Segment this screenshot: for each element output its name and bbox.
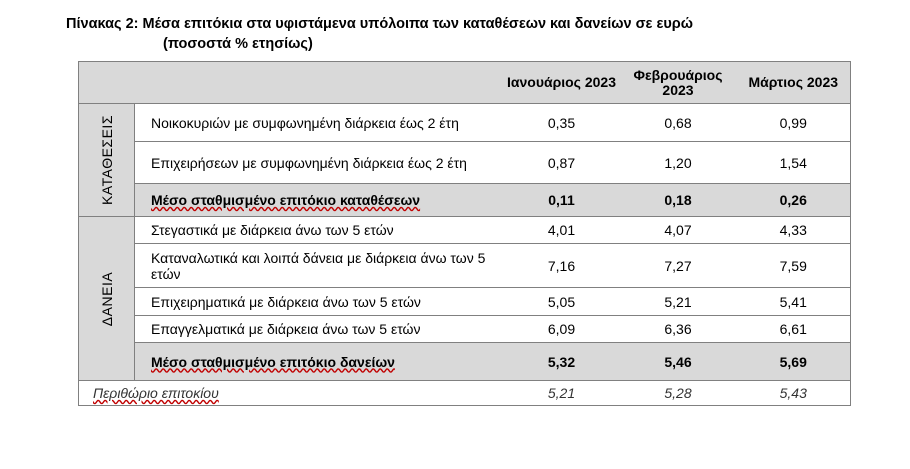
loans-group-cell: [79, 217, 135, 381]
row-label: [135, 343, 504, 381]
loans-average-row: [79, 343, 851, 381]
cell-value: 0,26: [737, 184, 851, 217]
header-february: Φεβρουάριος 2023: [620, 62, 737, 104]
cell-value: 0,68: [620, 104, 737, 142]
cell-value: 5,41: [737, 288, 851, 316]
cell-value: 1,54: [737, 142, 851, 184]
table-row: [79, 217, 851, 244]
row-label: Επιχειρηματικά με διάρκεια άνω των 5 ετών: [135, 288, 504, 316]
cell-value: 5,28: [620, 381, 737, 406]
cell-value: 6,09: [504, 316, 620, 343]
cell-value: 6,61: [737, 316, 851, 343]
loans-group-label: ΔΑΝΕΙΑ: [98, 271, 115, 326]
margin-label: Περιθώριο επιτοκίου: [93, 385, 219, 401]
cell-value: 4,01: [504, 217, 620, 244]
title-line-1: Πίνακας 2: Μέσα επιτόκια στα υφιστάμενα υπόλοιπα των καταθέσεων και δανείων σε ευρώ: [66, 16, 694, 32]
cell-value: 7,59: [737, 244, 851, 288]
header-march: Μάρτιος 2023: [737, 62, 851, 104]
cell-value: 0,99: [737, 104, 851, 142]
cell-value: 0,18: [620, 184, 737, 217]
cell-value: 4,33: [737, 217, 851, 244]
cell-value: 5,05: [504, 288, 620, 316]
cell-value: 0,35: [504, 104, 620, 142]
table-row: [79, 244, 851, 288]
table-row: [79, 316, 851, 343]
row-label: Επαγγελματικά με διάρκεια άνω των 5 ετών: [135, 316, 504, 343]
header-january: Ιανουάριος 2023: [504, 62, 620, 104]
deposits-average-label: Μέσο σταθμισμένο επιτόκιο καταθέσεων: [151, 192, 421, 208]
title-line-2: (ποσοστά % ετησίως): [163, 36, 313, 52]
loans-average-label: Μέσο σταθμισμένο επιτόκιο δανείων: [151, 353, 395, 370]
cell-value: 5,21: [504, 381, 620, 406]
row-label: Νοικοκυριών με συμφωνημένη διάρκεια έως 2 έτη: [135, 104, 504, 142]
row-label: Επιχειρήσεων με συμφωνημένη διάρκεια έως 2 έτη: [135, 142, 504, 184]
margin-row: [79, 381, 851, 406]
cell-value: 5,46: [620, 343, 737, 381]
row-label: [135, 184, 504, 217]
header-row: [79, 62, 851, 104]
table-row: [79, 288, 851, 316]
cell-value: 0,11: [504, 184, 620, 217]
cell-value: 5,43: [737, 381, 851, 406]
table-title: [66, 14, 693, 54]
header-empty-cell: [79, 62, 504, 104]
cell-value: 5,32: [504, 343, 620, 381]
rates-table: [78, 61, 851, 406]
cell-value: 6,36: [620, 316, 737, 343]
cell-value: 7,27: [620, 244, 737, 288]
table-row: [79, 104, 851, 142]
deposits-group-label: ΚΑΤΑΘΕΣΕΙΣ: [98, 115, 115, 205]
row-label: Στεγαστικά με διάρκεια άνω των 5 ετών: [135, 217, 504, 244]
table-row: [79, 142, 851, 184]
cell-value: 7,16: [504, 244, 620, 288]
cell-value: 4,07: [620, 217, 737, 244]
deposits-group-cell: [79, 104, 135, 217]
row-label: [79, 381, 504, 406]
cell-value: 1,20: [620, 142, 737, 184]
cell-value: 5,69: [737, 343, 851, 381]
deposits-average-row: [79, 184, 851, 217]
cell-value: 0,87: [504, 142, 620, 184]
cell-value: 5,21: [620, 288, 737, 316]
row-label: Καταναλωτικά και λοιπά δάνεια με διάρκεια άνω των 5 ετών: [135, 244, 504, 288]
